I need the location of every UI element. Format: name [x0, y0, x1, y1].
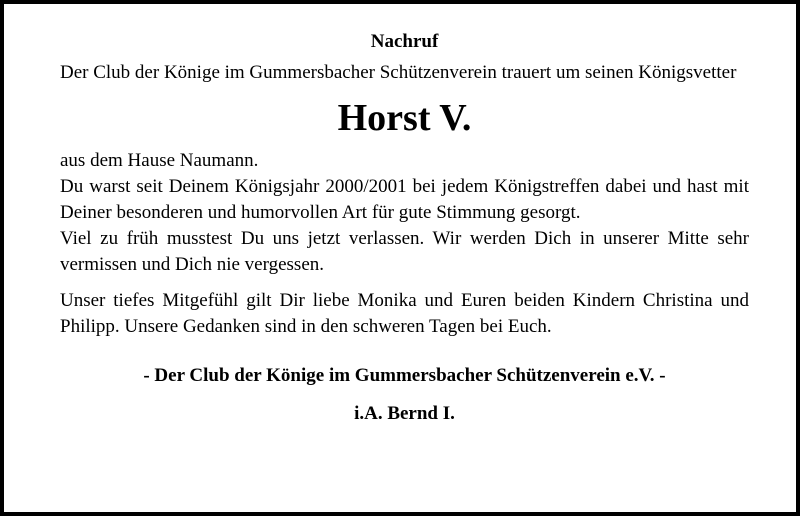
paragraph-gap	[60, 278, 749, 288]
signature-person: i.A. Bernd I.	[354, 403, 455, 424]
body-origin: aus dem Hause Naumann.	[60, 150, 259, 171]
body-farewell: Viel zu früh musstest Du uns jetzt verlassen. Wir werden Dich in unserer Mitte sehr vermissen und Dich nie vergessen.	[60, 228, 749, 275]
deceased-name: Horst V.	[337, 97, 472, 139]
body-condolences: Unser tiefes Mitgefühl gilt Dir liebe Monika und Euren beiden Kindern Christina und Philipp. Unsere Gedanken sind in den schweren Tagen bei Euch.	[60, 290, 749, 337]
intro-text: Der Club der Könige im Gummersbacher Schützenverein trauert um seinen Königsvetter	[60, 62, 737, 83]
body-memories: Du warst seit Deinem Königsjahr 2000/2001 bei jedem Königstreffen dabei und hast mit Deiner besonderen und humorvollen Art für gute Stimmung gesorgt.	[60, 176, 749, 223]
notice-title: Nachruf	[370, 31, 439, 52]
signature-organization: - Der Club der Könige im Gummersbacher Schützenverein e.V. -	[143, 365, 666, 386]
notice-content	[60, 30, 749, 426]
